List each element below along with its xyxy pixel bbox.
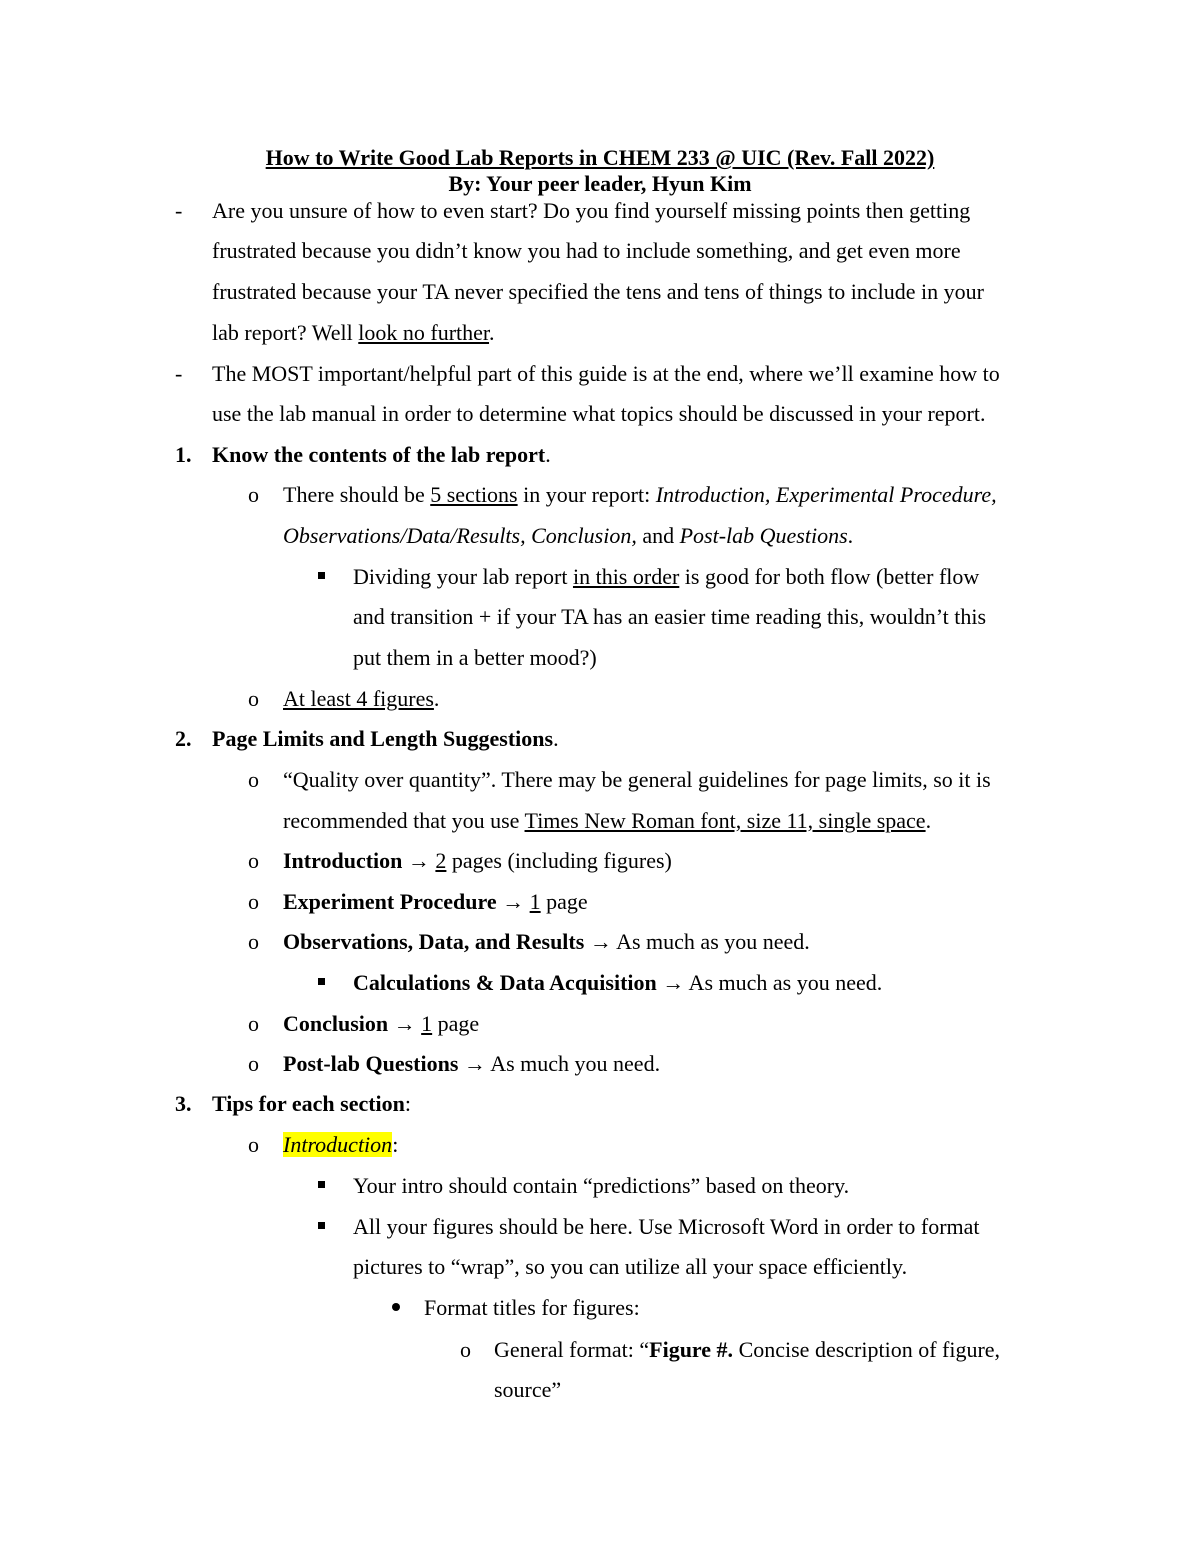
circle-bullet: o [248, 889, 259, 914]
text-run: . [925, 808, 932, 833]
limit-procedure [283, 882, 588, 922]
arrow-icon: → [407, 848, 430, 873]
square-bullet [318, 572, 325, 579]
tips-introduction [283, 1125, 398, 1165]
document-title: How to Write Good Lab Reports in CHEM 233 @ UIC (Rev. Fall 2022) [265, 145, 935, 170]
five-sections-text: 5 sections [430, 482, 518, 507]
document-byline: By: Your peer leader, Hyun Kim [448, 171, 752, 196]
arrow-icon: → [463, 1051, 486, 1076]
section-3-heading [212, 1084, 411, 1124]
label-text: Introduction [283, 848, 403, 873]
tip-figures-line-2: pictures to “wrap”, so you can utilize all your space efficiently. [353, 1254, 908, 1279]
heading-text: Tips for each section [212, 1091, 405, 1116]
intro-p1-line-3: frustrated because your TA never specified the tens and tens of things to include in your [212, 279, 984, 304]
text-run: . [545, 442, 551, 467]
limit-introduction [283, 841, 672, 881]
heading-text: Page Limits and Length Suggestions [212, 726, 554, 751]
limit-conclusion [283, 1004, 479, 1044]
section-number-3: 3. [175, 1091, 192, 1116]
text-run: . [553, 726, 559, 751]
text-run: Concise description of figure, [733, 1337, 1001, 1362]
text-run: recommended that you use [283, 808, 525, 833]
text-run: . [847, 523, 854, 548]
text-run: As much you need. [485, 1051, 661, 1076]
circle-bullet: o [248, 686, 259, 711]
general-format-line-2: source” [494, 1377, 562, 1402]
figure-label: Figure #. [649, 1337, 734, 1362]
heading-text: Know the contents of the lab report [212, 442, 546, 467]
look-no-further-text: look no further [358, 320, 490, 345]
square-bullet [318, 978, 325, 985]
in-this-order-text: in this order [572, 564, 680, 589]
arrow-icon: → [502, 889, 525, 914]
arrow-icon: → [662, 970, 685, 995]
text-run: in your report: [517, 482, 656, 507]
round-bullet [392, 1303, 400, 1311]
italic-text: Post-lab Questions [679, 523, 848, 548]
italic-text: Introduction, Experimental Procedure, [655, 482, 997, 507]
text-run: . [433, 686, 440, 711]
intro-p2-line-1: The MOST important/helpful part of this guide is at the end, where we’ll examine how to [212, 361, 1000, 386]
circle-bullet: o [248, 767, 259, 792]
text-run: page [432, 1011, 480, 1036]
dash-marker: - [175, 361, 183, 386]
text-run: pages (including figures) [446, 848, 672, 873]
italic-text: Observations/Data/Results, Conclusion, [283, 523, 637, 548]
at-least-4-figures-text: At least 4 figures [283, 686, 434, 711]
text-run: is good for both flow (better flow [679, 564, 980, 589]
text-run: As much as you need. [684, 970, 883, 995]
tip-predictions: Your intro should contain “predictions” based on theory. [353, 1173, 850, 1198]
label-text: Experiment Procedure [283, 889, 497, 914]
circle-bullet: o [248, 848, 259, 873]
highlighted-introduction: Introduction [283, 1132, 393, 1157]
order-line-1 [353, 557, 979, 597]
label-text: Observations, Data, and Results [283, 929, 585, 954]
square-bullet [318, 1181, 325, 1188]
order-line-3: put them in a better mood?) [353, 645, 597, 670]
page-count: 1 [421, 1011, 433, 1036]
label-text: Calculations & Data Acquisition [353, 970, 657, 995]
circle-bullet: o [248, 482, 259, 507]
text-run: As much as you need. [611, 929, 810, 954]
dash-marker: - [175, 198, 183, 223]
quality-line-1: “Quality over quantity”. There may be general guidelines for page limits, so it is [283, 767, 991, 792]
text-run: Dividing your lab report [353, 564, 573, 589]
page-count: 1 [529, 889, 541, 914]
label-text: Conclusion [283, 1011, 389, 1036]
font-recommendation-text: Times New Roman font, size 11, single space [524, 808, 926, 833]
limit-observations [283, 922, 810, 962]
intro-p1-line-1: Are you unsure of how to even start? Do you find yourself missing points then getting [212, 198, 971, 223]
intro-p1-line-2: frustrated because you didn’t know you had to include something, and get even more [212, 238, 961, 263]
circle-bullet: o [248, 1132, 259, 1157]
section-2-heading [212, 719, 559, 759]
general-format-line-1 [494, 1330, 1000, 1370]
arrow-icon: → [589, 929, 612, 954]
tip-format-titles: Format titles for figures: [424, 1295, 640, 1320]
text-run: : [404, 1091, 412, 1116]
quality-line-2 [283, 801, 931, 841]
circle-bullet: o [248, 1011, 259, 1036]
text-run: : [392, 1132, 399, 1157]
tip-figures-line-1: All your figures should be here. Use Microsoft Word in order to format [353, 1214, 980, 1239]
order-line-2: and transition + if your TA has an easier time reading this, wouldn’t this [353, 604, 987, 629]
text-run: There should be [283, 482, 431, 507]
text-run: General format: “ [494, 1337, 650, 1362]
circle-bullet: o [248, 1051, 259, 1076]
square-bullet [318, 1222, 325, 1229]
intro-p2-line-2: use the lab manual in order to determine what topics should be discussed in your report. [212, 401, 986, 426]
text-run: lab report? Well [212, 320, 359, 345]
section-1-heading [212, 435, 551, 475]
sections-line-1 [283, 475, 997, 515]
label-text: Post-lab Questions [283, 1051, 459, 1076]
text-run: . [489, 320, 495, 345]
page-count: 2 [435, 848, 447, 873]
text-run: and [636, 523, 680, 548]
limit-calculations [353, 963, 882, 1003]
circle-bullet: o [248, 929, 259, 954]
limit-postlab [283, 1044, 660, 1084]
circle-bullet: o [460, 1337, 471, 1362]
figures-line [283, 679, 439, 719]
section-number-2: 2. [175, 726, 192, 751]
sections-line-2 [283, 516, 853, 556]
intro-p1-line-4 [212, 313, 495, 353]
text-run: page [540, 889, 588, 914]
section-number-1: 1. [175, 442, 192, 467]
arrow-icon: → [393, 1011, 416, 1036]
